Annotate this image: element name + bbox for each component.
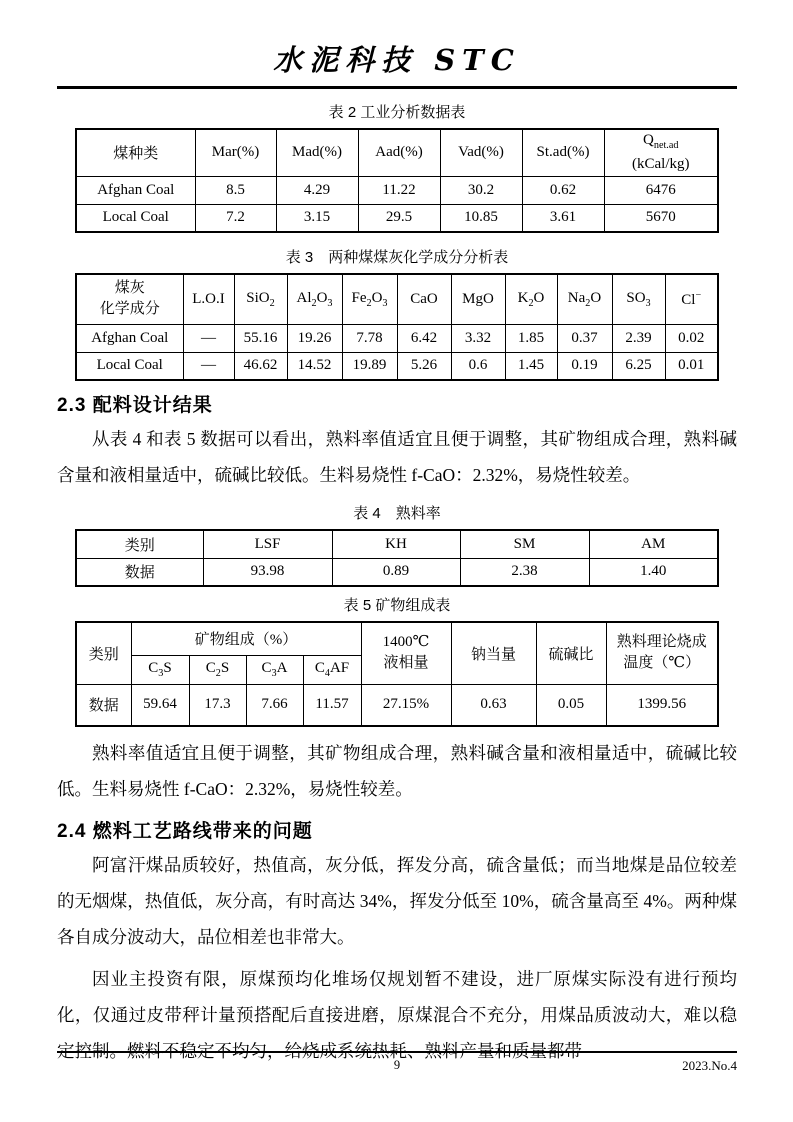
table5-header-c3a: $C_3A$ (246, 655, 303, 684)
cell: 11.57 (303, 684, 361, 726)
table2-header-qnet (604, 129, 718, 176)
cell: 19.89 (342, 352, 397, 380)
row-label: 数据 (76, 558, 203, 586)
table2-caption: 表 2 工业分析数据表 (328, 104, 466, 121)
cell: 5.26 (397, 352, 451, 380)
cell: 3.32 (451, 324, 505, 352)
table5-data-row (76, 684, 718, 726)
table5-header-burning-temp (606, 622, 718, 684)
table3-header-cao: CaO (397, 274, 451, 324)
table4-header-row (76, 530, 718, 558)
table3-header-loi: L.O.I (183, 274, 234, 324)
row-label: 数据 (76, 684, 131, 726)
cell: 14.52 (287, 352, 342, 380)
table3-ash-composition (75, 273, 719, 381)
cell: 19.26 (287, 324, 342, 352)
journal-title: 水泥科技 STC (273, 43, 521, 77)
table4-header-category: 类别 (76, 530, 203, 558)
cell: 17.3 (189, 684, 246, 726)
table2-header-aad: Aad(%) (358, 129, 440, 176)
qnet-unit: (kCal/kg) (632, 155, 690, 172)
cell: 0.01 (665, 352, 718, 380)
after-table5-paragraph: 熟料率值适宜且便于调整，其矿物组成合理，熟料碱含量和液相量适中，硫碱比较低。生料易烧性 f-CaO：2.32%，易烧性较差。 (57, 743, 737, 800)
cell: 0.6 (451, 352, 505, 380)
table2-header-vad: Vad(%) (440, 129, 522, 176)
table5-header-category: 类别 (76, 622, 131, 684)
liquid-line1: 1400℃ (382, 633, 430, 650)
table3-row-local (76, 352, 718, 380)
cell: 6.25 (612, 352, 665, 380)
cell: 0.89 (332, 558, 460, 586)
cell: 0.62 (522, 176, 604, 204)
table3-header-cl: Cl− (665, 274, 718, 324)
liquid-line2: 液相量 (383, 655, 429, 672)
table4-clinker-moduli (75, 529, 719, 587)
cell: 55.16 (234, 324, 287, 352)
table2-row-afghan (76, 176, 718, 204)
table3-caption: 表 3 两种煤煤灰化学成分分析表 (285, 249, 509, 267)
section-2-4-heading: 2.4 燃料工艺路线带来的问题 (57, 821, 313, 843)
table4-caption: 表 4 熟料率 (353, 505, 441, 523)
table2-header-mar: Mar(%) (195, 129, 276, 176)
table2-industrial-analysis (75, 128, 719, 233)
ash-label-line2: 化学成分 (99, 301, 160, 318)
table3-header-ash (76, 274, 183, 324)
footer-row (57, 1053, 737, 1077)
cell: 2.39 (612, 324, 665, 352)
table5-header-c4af: $C_4AF$ (303, 655, 361, 684)
table3-header-sio2: SiO$_2$ (234, 274, 287, 324)
table3-header-so3: $SO_3$ (612, 274, 665, 324)
table3-header-row (76, 274, 718, 324)
table2-header-row (76, 129, 718, 176)
temp-line2: 温度（℃） (623, 655, 701, 672)
cell: 0.19 (557, 352, 612, 380)
table4-header-lsf: LSF (203, 530, 332, 558)
cell: 10.85 (440, 204, 522, 232)
cell: 0.05 (536, 684, 606, 726)
cell: — (183, 352, 234, 380)
issue-label: 2023.No.4 (682, 1058, 737, 1073)
table3-header-al2o3: $Al_2O_3$ (287, 274, 342, 324)
cell: 27.15% (361, 684, 451, 726)
cell: 8.5 (195, 176, 276, 204)
row-label: Afghan Coal (76, 324, 183, 352)
table5-header-sulfur-alkali: 硫碱比 (536, 622, 606, 684)
table3-header-fe2o3: $Fe_2O_3$ (342, 274, 397, 324)
table5-header-mineral-group: 矿物组成（%） (131, 622, 361, 655)
cell: 1.85 (505, 324, 557, 352)
page-footer (57, 1051, 737, 1077)
table4-header-sm: SM (460, 530, 589, 558)
cell: 1.45 (505, 352, 557, 380)
table2-row-local (76, 204, 718, 232)
table4-header-kh: KH (332, 530, 460, 558)
cell: 7.66 (246, 684, 303, 726)
table3-header-na2o: $Na_2O$ (557, 274, 612, 324)
row-label: Local Coal (76, 204, 195, 232)
cell: 93.98 (203, 558, 332, 586)
table5-header-row-1 (76, 622, 718, 655)
section-2-4-paragraph-1: 阿富汗煤品质较好，热值高，灰分低，挥发分高，硫含量低；而当地煤是品位较差的无烟煤，热值低，灰分高，有时高达 34%，挥发分低至 10%，硫含量高至 4%。两种煤各自成分波动大，品位相差也非常大。 (57, 855, 737, 948)
cell: 59.64 (131, 684, 189, 726)
cell: 7.2 (195, 204, 276, 232)
ash-label-line1: 煤灰 (114, 279, 145, 296)
temp-line1: 熟料理论烧成 (616, 633, 707, 650)
table2-header-coal-type: 煤种类 (76, 129, 195, 176)
cell: 3.61 (522, 204, 604, 232)
row-label: Local Coal (76, 352, 183, 380)
table5-header-c3s: $C_3S$ (131, 655, 189, 684)
cell: 7.78 (342, 324, 397, 352)
cell: 30.2 (440, 176, 522, 204)
section-2-3-heading: 2.3 配料设计结果 (57, 395, 213, 417)
table3-header-mgo: MgO (451, 274, 505, 324)
cell: 11.22 (358, 176, 440, 204)
page-number: 9 (393, 1058, 401, 1072)
qnet-symbol: $Q_{net.ad}$ (643, 132, 679, 151)
table2-header-mad: Mad(%) (276, 129, 358, 176)
table5-caption: 表 5 矿物组成表 (343, 597, 451, 615)
cell: 5670 (604, 204, 718, 232)
cell: 2.38 (460, 558, 589, 586)
table5-header-liquid (361, 622, 451, 684)
cell: 46.62 (234, 352, 287, 380)
table3-header-k2o: $K_2O$ (505, 274, 557, 324)
table5-mineral-composition (75, 621, 719, 727)
cell: 0.63 (451, 684, 536, 726)
section-2-4-paragraph-2: 因业主投资有限，原煤预均化堆场仅规划暂不建设，进厂原煤实际没有进行预均化，仅通过皮带秤计量预搭配后直接进磨，原煤混合不充分，用煤品质波动大，难以稳定控制。燃料不稳定不均匀，给烧成系统热耗、熟料产量和质量都带 (57, 969, 737, 1062)
cell: 1.40 (589, 558, 718, 586)
header-rule (57, 86, 737, 89)
cell: 29.5 (358, 204, 440, 232)
table5-header-c2s: $C_2S$ (189, 655, 246, 684)
table4-data-row (76, 558, 718, 586)
section-2-3-paragraph: 从表 4 和表 5 数据可以看出，熟料率值适宜且便于调整，其矿物组成合理，熟料碱含量和液相量适中，硫碱比较低。生料易烧性 f-CaO：2.32%，易烧性较差。 (57, 429, 737, 486)
cell: 6476 (604, 176, 718, 204)
table3-row-afghan (76, 324, 718, 352)
table5-header-na-equivalent: 钠当量 (451, 622, 536, 684)
row-label: Afghan Coal (76, 176, 195, 204)
cell: 6.42 (397, 324, 451, 352)
cell: 4.29 (276, 176, 358, 204)
table2-header-stad: St.ad(%) (522, 129, 604, 176)
cell: — (183, 324, 234, 352)
cell: 0.02 (665, 324, 718, 352)
cell: 1399.56 (606, 684, 718, 726)
cell: 3.15 (276, 204, 358, 232)
cell: 0.37 (557, 324, 612, 352)
table4-header-am: AM (589, 530, 718, 558)
